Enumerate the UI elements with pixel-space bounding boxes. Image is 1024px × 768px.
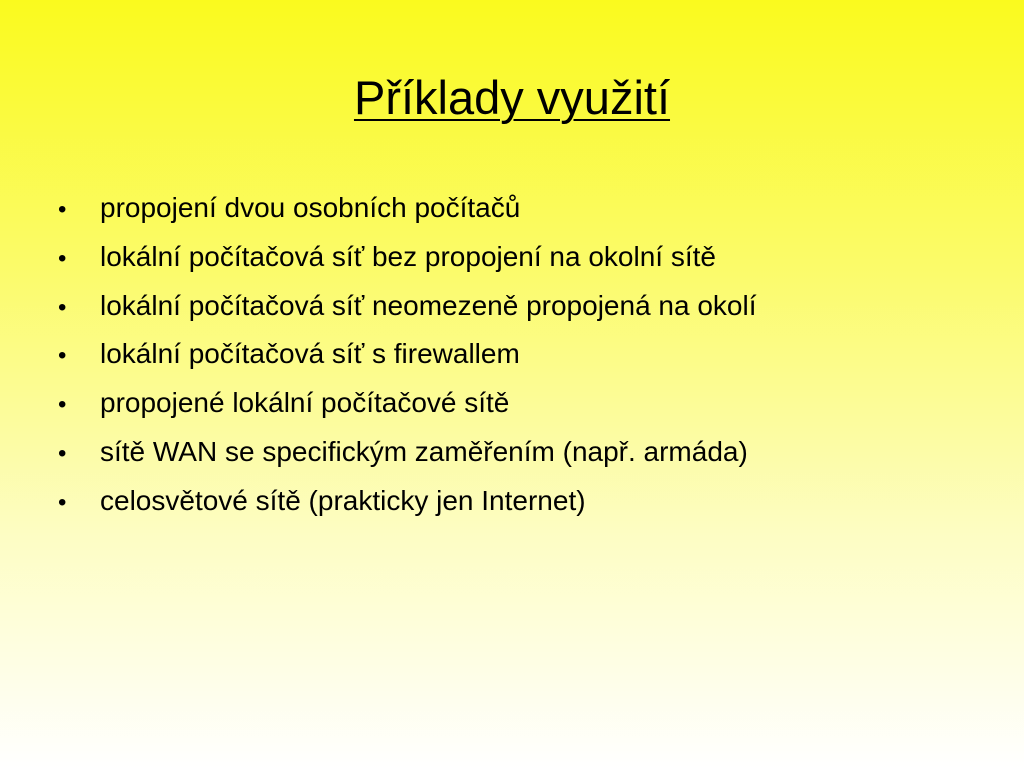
- bullet-icon: •: [58, 196, 67, 223]
- bullet-icon: •: [58, 391, 67, 419]
- list-item-text: lokální počítačová síť neomezeně propojená na okolí: [100, 289, 757, 321]
- list-item-text: sítě WAN se specifickým zaměřením (např. armáda): [100, 435, 748, 467]
- bullet-icon: •: [58, 488, 67, 516]
- bullet-icon: •: [58, 439, 67, 467]
- list-item: [58, 477, 988, 526]
- list-item: [58, 330, 988, 379]
- list-item: [58, 282, 988, 331]
- list-item-text: celosvětové sítě (prakticky jen Internet): [100, 484, 586, 516]
- slide-title: [0, 70, 1024, 126]
- bullet-list: [58, 184, 988, 526]
- list-item: [58, 184, 988, 233]
- list-item: [58, 379, 988, 428]
- bullet-icon: •: [58, 244, 67, 272]
- list-item-text: lokální počítačová síť bez propojení na okolní sítě: [100, 240, 716, 272]
- list-item-text: lokální počítačová síť s firewallem: [100, 338, 520, 370]
- list-item-text: propojení dvou osobních počítačů: [100, 192, 521, 223]
- slide-title-text: Příklady využití: [353, 71, 671, 124]
- bullet-icon: •: [58, 342, 67, 370]
- list-item: [58, 428, 988, 477]
- list-item-text: propojené lokální počítačové sítě: [100, 387, 510, 419]
- bullet-icon: •: [58, 293, 67, 321]
- list-item: [58, 233, 988, 282]
